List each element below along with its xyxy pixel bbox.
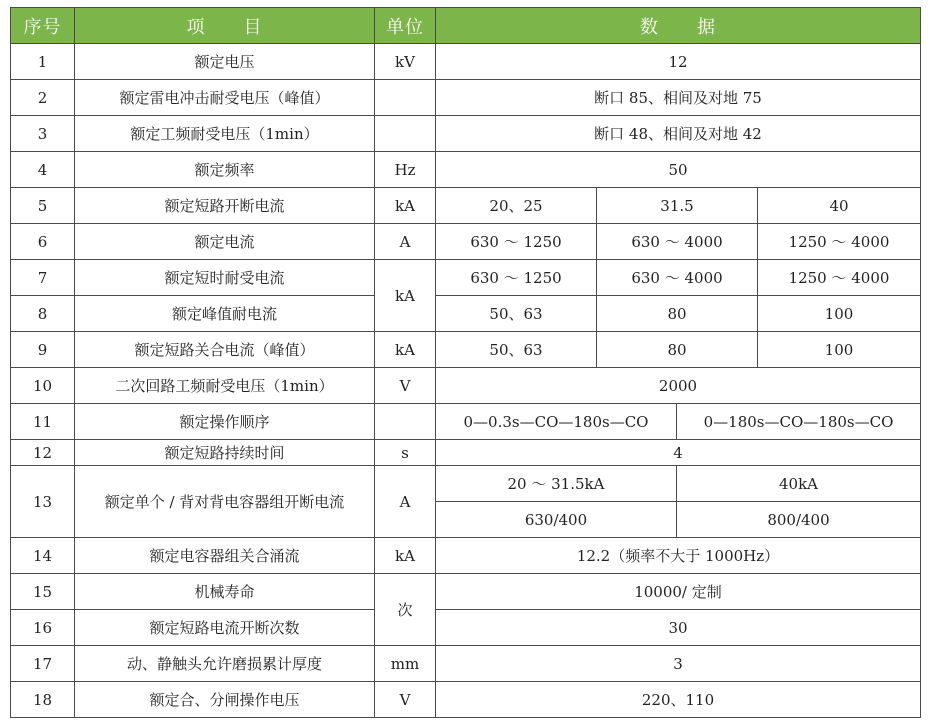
row-value: 40kA xyxy=(677,466,921,502)
row-value: 50、63 xyxy=(436,296,597,332)
row-no: 5 xyxy=(11,188,75,224)
row-no: 3 xyxy=(11,116,75,152)
row-value: 20 ～ 31.5kA xyxy=(436,466,677,502)
row-unit: kA xyxy=(375,188,436,224)
row-no: 8 xyxy=(11,296,75,332)
row-unit: kA xyxy=(375,538,436,574)
row-no: 2 xyxy=(11,80,75,116)
table-row xyxy=(11,368,921,404)
row-item: 额定工频耐受电压（1min） xyxy=(75,116,375,152)
table-row xyxy=(11,116,921,152)
row-item: 额定短路关合电流（峰值） xyxy=(75,332,375,368)
row-value: 12 xyxy=(436,44,921,80)
row-no: 4 xyxy=(11,152,75,188)
table-row xyxy=(11,224,921,260)
row-value: 630 ～ 4000 xyxy=(597,224,758,260)
row-unit xyxy=(375,404,436,440)
row-unit: V xyxy=(375,368,436,404)
row-value: 50、63 xyxy=(436,332,597,368)
table-row xyxy=(11,682,921,718)
row-no: 6 xyxy=(11,224,75,260)
row-no: 18 xyxy=(11,682,75,718)
row-value: 0—180s—CO—180s—CO xyxy=(677,404,921,440)
table-row xyxy=(11,44,921,80)
spec-table xyxy=(10,7,921,718)
row-item: 额定操作顺序 xyxy=(75,404,375,440)
row-value: 630 ～ 4000 xyxy=(597,260,758,296)
header-unit: 单位 xyxy=(375,8,436,44)
row-value: 80 xyxy=(597,332,758,368)
table-row xyxy=(11,466,921,502)
row-unit: mm xyxy=(375,646,436,682)
table-row xyxy=(11,296,921,332)
row-unit: s xyxy=(375,440,436,466)
row-value: 31.5 xyxy=(597,188,758,224)
row-no: 13 xyxy=(11,466,75,538)
row-unit: Hz xyxy=(375,152,436,188)
row-item: 二次回路工频耐受电压（1min） xyxy=(75,368,375,404)
table-row xyxy=(11,80,921,116)
row-item: 额定单个 / 背对背电容器组开断电流 xyxy=(75,466,375,538)
row-value: 30 xyxy=(436,610,921,646)
row-item: 额定短路持续时间 xyxy=(75,440,375,466)
row-value: 630 ～ 1250 xyxy=(436,224,597,260)
row-unit: A xyxy=(375,224,436,260)
row-item: 额定短时耐受电流 xyxy=(75,260,375,296)
row-value: 1250 ～ 4000 xyxy=(758,260,921,296)
row-value: 100 xyxy=(758,296,921,332)
row-no: 12 xyxy=(11,440,75,466)
row-item: 额定合、分闸操作电压 xyxy=(75,682,375,718)
row-no: 1 xyxy=(11,44,75,80)
row-item: 额定频率 xyxy=(75,152,375,188)
row-value: 630 ～ 1250 xyxy=(436,260,597,296)
row-unit xyxy=(375,116,436,152)
row-no: 17 xyxy=(11,646,75,682)
row-item: 额定电压 xyxy=(75,44,375,80)
header-row xyxy=(11,8,921,44)
row-value: 800/400 xyxy=(677,502,921,538)
row-no: 9 xyxy=(11,332,75,368)
row-value: 断口 48、相间及对地 42 xyxy=(436,116,921,152)
row-value: 10000/ 定制 xyxy=(436,574,921,610)
row-item: 额定短路开断电流 xyxy=(75,188,375,224)
row-item: 机械寿命 xyxy=(75,574,375,610)
row-no: 10 xyxy=(11,368,75,404)
row-value: 12.2（频率不大于 1000Hz） xyxy=(436,538,921,574)
row-unit: 次 xyxy=(375,574,436,646)
table-row xyxy=(11,260,921,296)
table-row xyxy=(11,332,921,368)
header-item: 项 目 xyxy=(75,8,375,44)
row-unit: A xyxy=(375,466,436,538)
table-row xyxy=(11,404,921,440)
row-no: 11 xyxy=(11,404,75,440)
row-value: 80 xyxy=(597,296,758,332)
header-no: 序号 xyxy=(11,8,75,44)
row-value: 50 xyxy=(436,152,921,188)
row-value: 20、25 xyxy=(436,188,597,224)
row-unit: kA xyxy=(375,332,436,368)
row-value: 630/400 xyxy=(436,502,677,538)
table-row xyxy=(11,188,921,224)
row-item: 动、静触头允许磨损累计厚度 xyxy=(75,646,375,682)
row-unit: kA xyxy=(375,260,436,332)
table-row xyxy=(11,646,921,682)
row-item: 额定电容器组关合涌流 xyxy=(75,538,375,574)
row-item: 额定峰值耐电流 xyxy=(75,296,375,332)
spec-table-container xyxy=(10,7,921,718)
row-value: 220、110 xyxy=(436,682,921,718)
row-no: 14 xyxy=(11,538,75,574)
row-no: 15 xyxy=(11,574,75,610)
row-item: 额定电流 xyxy=(75,224,375,260)
row-unit: kV xyxy=(375,44,436,80)
row-unit: V xyxy=(375,682,436,718)
row-no: 16 xyxy=(11,610,75,646)
table-row xyxy=(11,538,921,574)
table-row xyxy=(11,574,921,610)
row-value: 100 xyxy=(758,332,921,368)
table-row xyxy=(11,440,921,466)
row-unit xyxy=(375,80,436,116)
row-value: 4 xyxy=(436,440,921,466)
row-value: 40 xyxy=(758,188,921,224)
row-no: 7 xyxy=(11,260,75,296)
row-item: 额定雷电冲击耐受电压（峰值） xyxy=(75,80,375,116)
table-row xyxy=(11,610,921,646)
row-item: 额定短路电流开断次数 xyxy=(75,610,375,646)
table-row xyxy=(11,152,921,188)
header-data: 数 据 xyxy=(436,8,921,44)
row-value: 0—0.3s—CO—180s—CO xyxy=(436,404,677,440)
row-value: 2000 xyxy=(436,368,921,404)
row-value: 3 xyxy=(436,646,921,682)
row-value: 1250 ～ 4000 xyxy=(758,224,921,260)
row-value: 断口 85、相间及对地 75 xyxy=(436,80,921,116)
